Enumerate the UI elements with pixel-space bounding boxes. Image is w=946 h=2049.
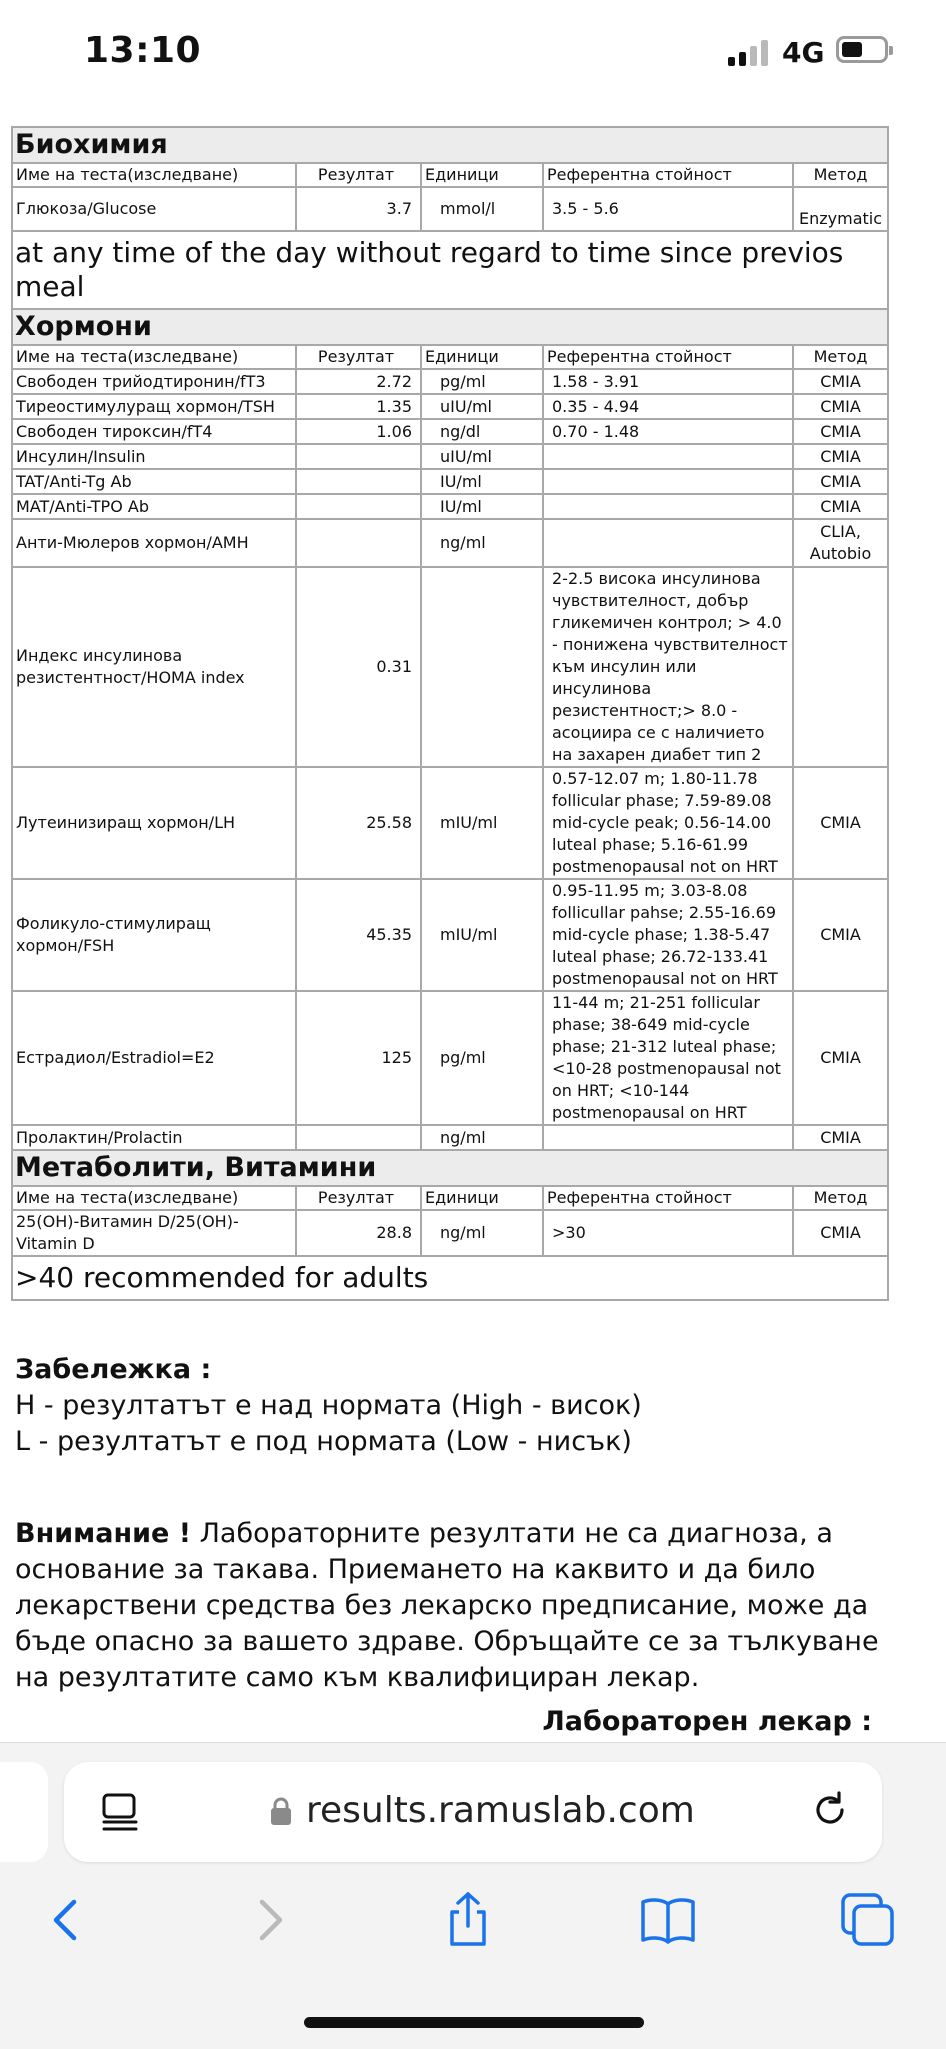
- table-row: [12, 469, 888, 494]
- back-icon[interactable]: [36, 1890, 96, 1950]
- table-row: [12, 494, 888, 519]
- remarks-title: Забележка :: [15, 1354, 212, 1385]
- test-method: CLIA, Autobio: [793, 519, 888, 567]
- test-result: 28.8: [296, 1210, 421, 1256]
- table-row: [12, 567, 888, 767]
- test-name: Индекс инсулинова резистентност/HOMA index: [12, 567, 296, 767]
- test-units: mIU/ml: [421, 767, 543, 879]
- test-ref: 3.5 - 5.6: [543, 187, 793, 231]
- test-ref: [543, 444, 793, 469]
- table-row: [12, 1125, 888, 1150]
- test-units: ng/dl: [421, 419, 543, 444]
- test-result: [296, 494, 421, 519]
- header-result: Резултат: [296, 1186, 421, 1210]
- remarks-block: [15, 1352, 895, 1460]
- table-row: [12, 187, 888, 231]
- table-header: [12, 345, 888, 369]
- network-type: 4G: [782, 36, 825, 69]
- test-units: uIU/ml: [421, 444, 543, 469]
- test-result: 1.06: [296, 419, 421, 444]
- test-name: Свободен трийодтиронин/fT3: [12, 369, 296, 394]
- test-method: CMIA: [793, 991, 888, 1125]
- warning-lead: Внимание !: [15, 1518, 192, 1549]
- test-ref: [543, 494, 793, 519]
- test-name: Глюкоза/Glucose: [12, 187, 296, 231]
- header-result: Резултат: [296, 163, 421, 187]
- test-name: Фоликуло-стимулиращ хормон/FSH: [12, 879, 296, 991]
- test-name: Анти-Мюлеров хормон/AMH: [12, 519, 296, 567]
- test-ref: 11-44 m; 21-251 follicular phase; 38-649 mid-cycle phase; 21-312 luteal phase; <10-28 postmenopausal not on HRT; <10-144 postmenopausal on HRT: [543, 991, 793, 1125]
- url-text[interactable]: results.ramuslab.com: [306, 1790, 695, 1831]
- test-method: CMIA: [793, 1210, 888, 1256]
- test-method: CMIA: [793, 369, 888, 394]
- test-method: CMIA: [793, 767, 888, 879]
- table-header: [12, 163, 888, 187]
- table-row: [12, 444, 888, 469]
- warning-block: [15, 1516, 895, 1696]
- test-method: Enzymatic: [793, 187, 888, 231]
- test-result: [296, 444, 421, 469]
- header-name: Име на теста(изследване): [12, 1186, 296, 1210]
- reload-icon[interactable]: [808, 1788, 852, 1832]
- test-ref: 0.95-11.95 m; 3.03-8.08 follicullar pahse; 2.55-16.69 mid-cycle phase; 1.38-5.47 luteal phase; 26.72-133.41 postmenopausal not on HRT: [543, 879, 793, 991]
- header-method: Метод: [793, 1186, 888, 1210]
- tabs-icon[interactable]: [838, 1890, 898, 1950]
- lab-results-table: [11, 126, 889, 1301]
- test-name: Пролактин/Prolactin: [12, 1125, 296, 1150]
- test-result: 2.72: [296, 369, 421, 394]
- previous-tab-preview[interactable]: [0, 1762, 48, 1862]
- reader-mode-icon[interactable]: [100, 1792, 142, 1832]
- header-ref: Референтна стойност: [543, 163, 793, 187]
- table-row: [12, 394, 888, 419]
- table-row: [12, 369, 888, 394]
- test-name: Естрадиол/Estradiol=E2: [12, 991, 296, 1125]
- table-row: [12, 767, 888, 879]
- test-name: Тиреостимулуращ хормон/TSH: [12, 394, 296, 419]
- section-title-metabolites: Метаболити, Витамини: [12, 1150, 888, 1186]
- test-ref: [543, 1125, 793, 1150]
- test-ref: [543, 469, 793, 494]
- test-units: IU/ml: [421, 494, 543, 519]
- warning-text: Лабораторните резултати не са диагноза, а основание за такава. Приемането на каквито и да било лекарствени средства без лекарско предписание, може да бъде опасно за вашето здраве. Обръщайте се за тълкуване на резултатите само към квалифициран лекар.: [15, 1518, 879, 1693]
- test-name: TAT/Anti-Tg Ab: [12, 469, 296, 494]
- test-name: 25(OH)-Витамин D/25(OH)-Vitamin D: [12, 1210, 296, 1256]
- test-method: CMIA: [793, 419, 888, 444]
- test-ref: 0.70 - 1.48: [543, 419, 793, 444]
- table-header: [12, 1186, 888, 1210]
- test-result: [296, 1125, 421, 1150]
- test-result: 0.31: [296, 567, 421, 767]
- test-result: 3.7: [296, 187, 421, 231]
- header-units: Единици: [421, 345, 543, 369]
- test-units: ng/ml: [421, 1125, 543, 1150]
- test-ref: [543, 519, 793, 567]
- header-ref: Референтна стойност: [543, 1186, 793, 1210]
- test-result: 25.58: [296, 767, 421, 879]
- header-method: Метод: [793, 345, 888, 369]
- header-ref: Референтна стойност: [543, 345, 793, 369]
- test-units: mIU/ml: [421, 879, 543, 991]
- forward-icon[interactable]: [240, 1890, 300, 1950]
- test-result: [296, 519, 421, 567]
- header-units: Единици: [421, 1186, 543, 1210]
- status-bar: [0, 0, 946, 100]
- table-row: [12, 879, 888, 991]
- biochemistry-note: at any time of the day without regard to time since previos meal: [12, 231, 888, 309]
- test-ref: >30: [543, 1210, 793, 1256]
- share-icon[interactable]: [438, 1890, 498, 1950]
- header-units: Единици: [421, 163, 543, 187]
- test-method: CMIA: [793, 394, 888, 419]
- table-row: [12, 419, 888, 444]
- test-name: MAT/Anti-TPO Ab: [12, 494, 296, 519]
- test-method: CMIA: [793, 494, 888, 519]
- test-method: CMIA: [793, 444, 888, 469]
- test-units: IU/ml: [421, 469, 543, 494]
- test-ref: 0.57-12.07 m; 1.80-11.78 follicular phase; 7.59-89.08 mid-cycle peak; 0.56-14.00 luteal phase; 5.16-61.99 postmenopausal not on HRT: [543, 767, 793, 879]
- table-row: [12, 1210, 888, 1256]
- test-result: 1.35: [296, 394, 421, 419]
- remarks-low: L - резултатът е под нормата (Low - нисък): [15, 1426, 632, 1457]
- test-method: CMIA: [793, 469, 888, 494]
- lab-doctor-label: Лабораторен лекар :: [542, 1706, 872, 1737]
- test-units: pg/ml: [421, 991, 543, 1125]
- test-name: Инсулин/Insulin: [12, 444, 296, 469]
- test-units: mmol/l: [421, 187, 543, 231]
- home-indicator: [304, 2017, 644, 2028]
- remarks-high: H - резултатът е над нормата (High - висок): [15, 1390, 642, 1421]
- table-row: [12, 519, 888, 567]
- test-units: ng/ml: [421, 519, 543, 567]
- test-units: ng/ml: [421, 1210, 543, 1256]
- test-method: CMIA: [793, 1125, 888, 1150]
- test-units: [421, 567, 543, 767]
- section-title-biochemistry: Биохимия: [12, 127, 888, 163]
- test-ref: 1.58 - 3.91: [543, 369, 793, 394]
- lock-icon: [270, 1796, 292, 1826]
- test-result: [296, 469, 421, 494]
- clock: 13:10: [84, 30, 202, 71]
- section-title-hormones: Хормони: [12, 309, 888, 345]
- test-ref: 2-2.5 висока инсулинова чувствителност, добър гликемичен контрол; > 4.0 - понижена чувствителност към инсулин или инсулинова резистентност;> 8.0 - асоциира се с наличието на захарен диабет тип 2: [543, 567, 793, 767]
- test-units: uIU/ml: [421, 394, 543, 419]
- table-row: [12, 991, 888, 1125]
- test-result: 125: [296, 991, 421, 1125]
- test-method: CMIA: [793, 879, 888, 991]
- test-method: [793, 567, 888, 767]
- test-name: Лутеинизиращ хормон/LH: [12, 767, 296, 879]
- battery-icon: [836, 36, 888, 63]
- header-method: Метод: [793, 163, 888, 187]
- bookmarks-icon[interactable]: [638, 1890, 698, 1950]
- header-name: Име на теста(изследване): [12, 163, 296, 187]
- header-name: Име на теста(изследване): [12, 345, 296, 369]
- header-result: Резултат: [296, 345, 421, 369]
- metabolites-note: >40 recommended for adults: [12, 1256, 888, 1300]
- cellular-signal-icon: [728, 40, 772, 66]
- test-result: 45.35: [296, 879, 421, 991]
- test-units: pg/ml: [421, 369, 543, 394]
- test-ref: 0.35 - 4.94: [543, 394, 793, 419]
- test-name: Свободен тироксин/fT4: [12, 419, 296, 444]
